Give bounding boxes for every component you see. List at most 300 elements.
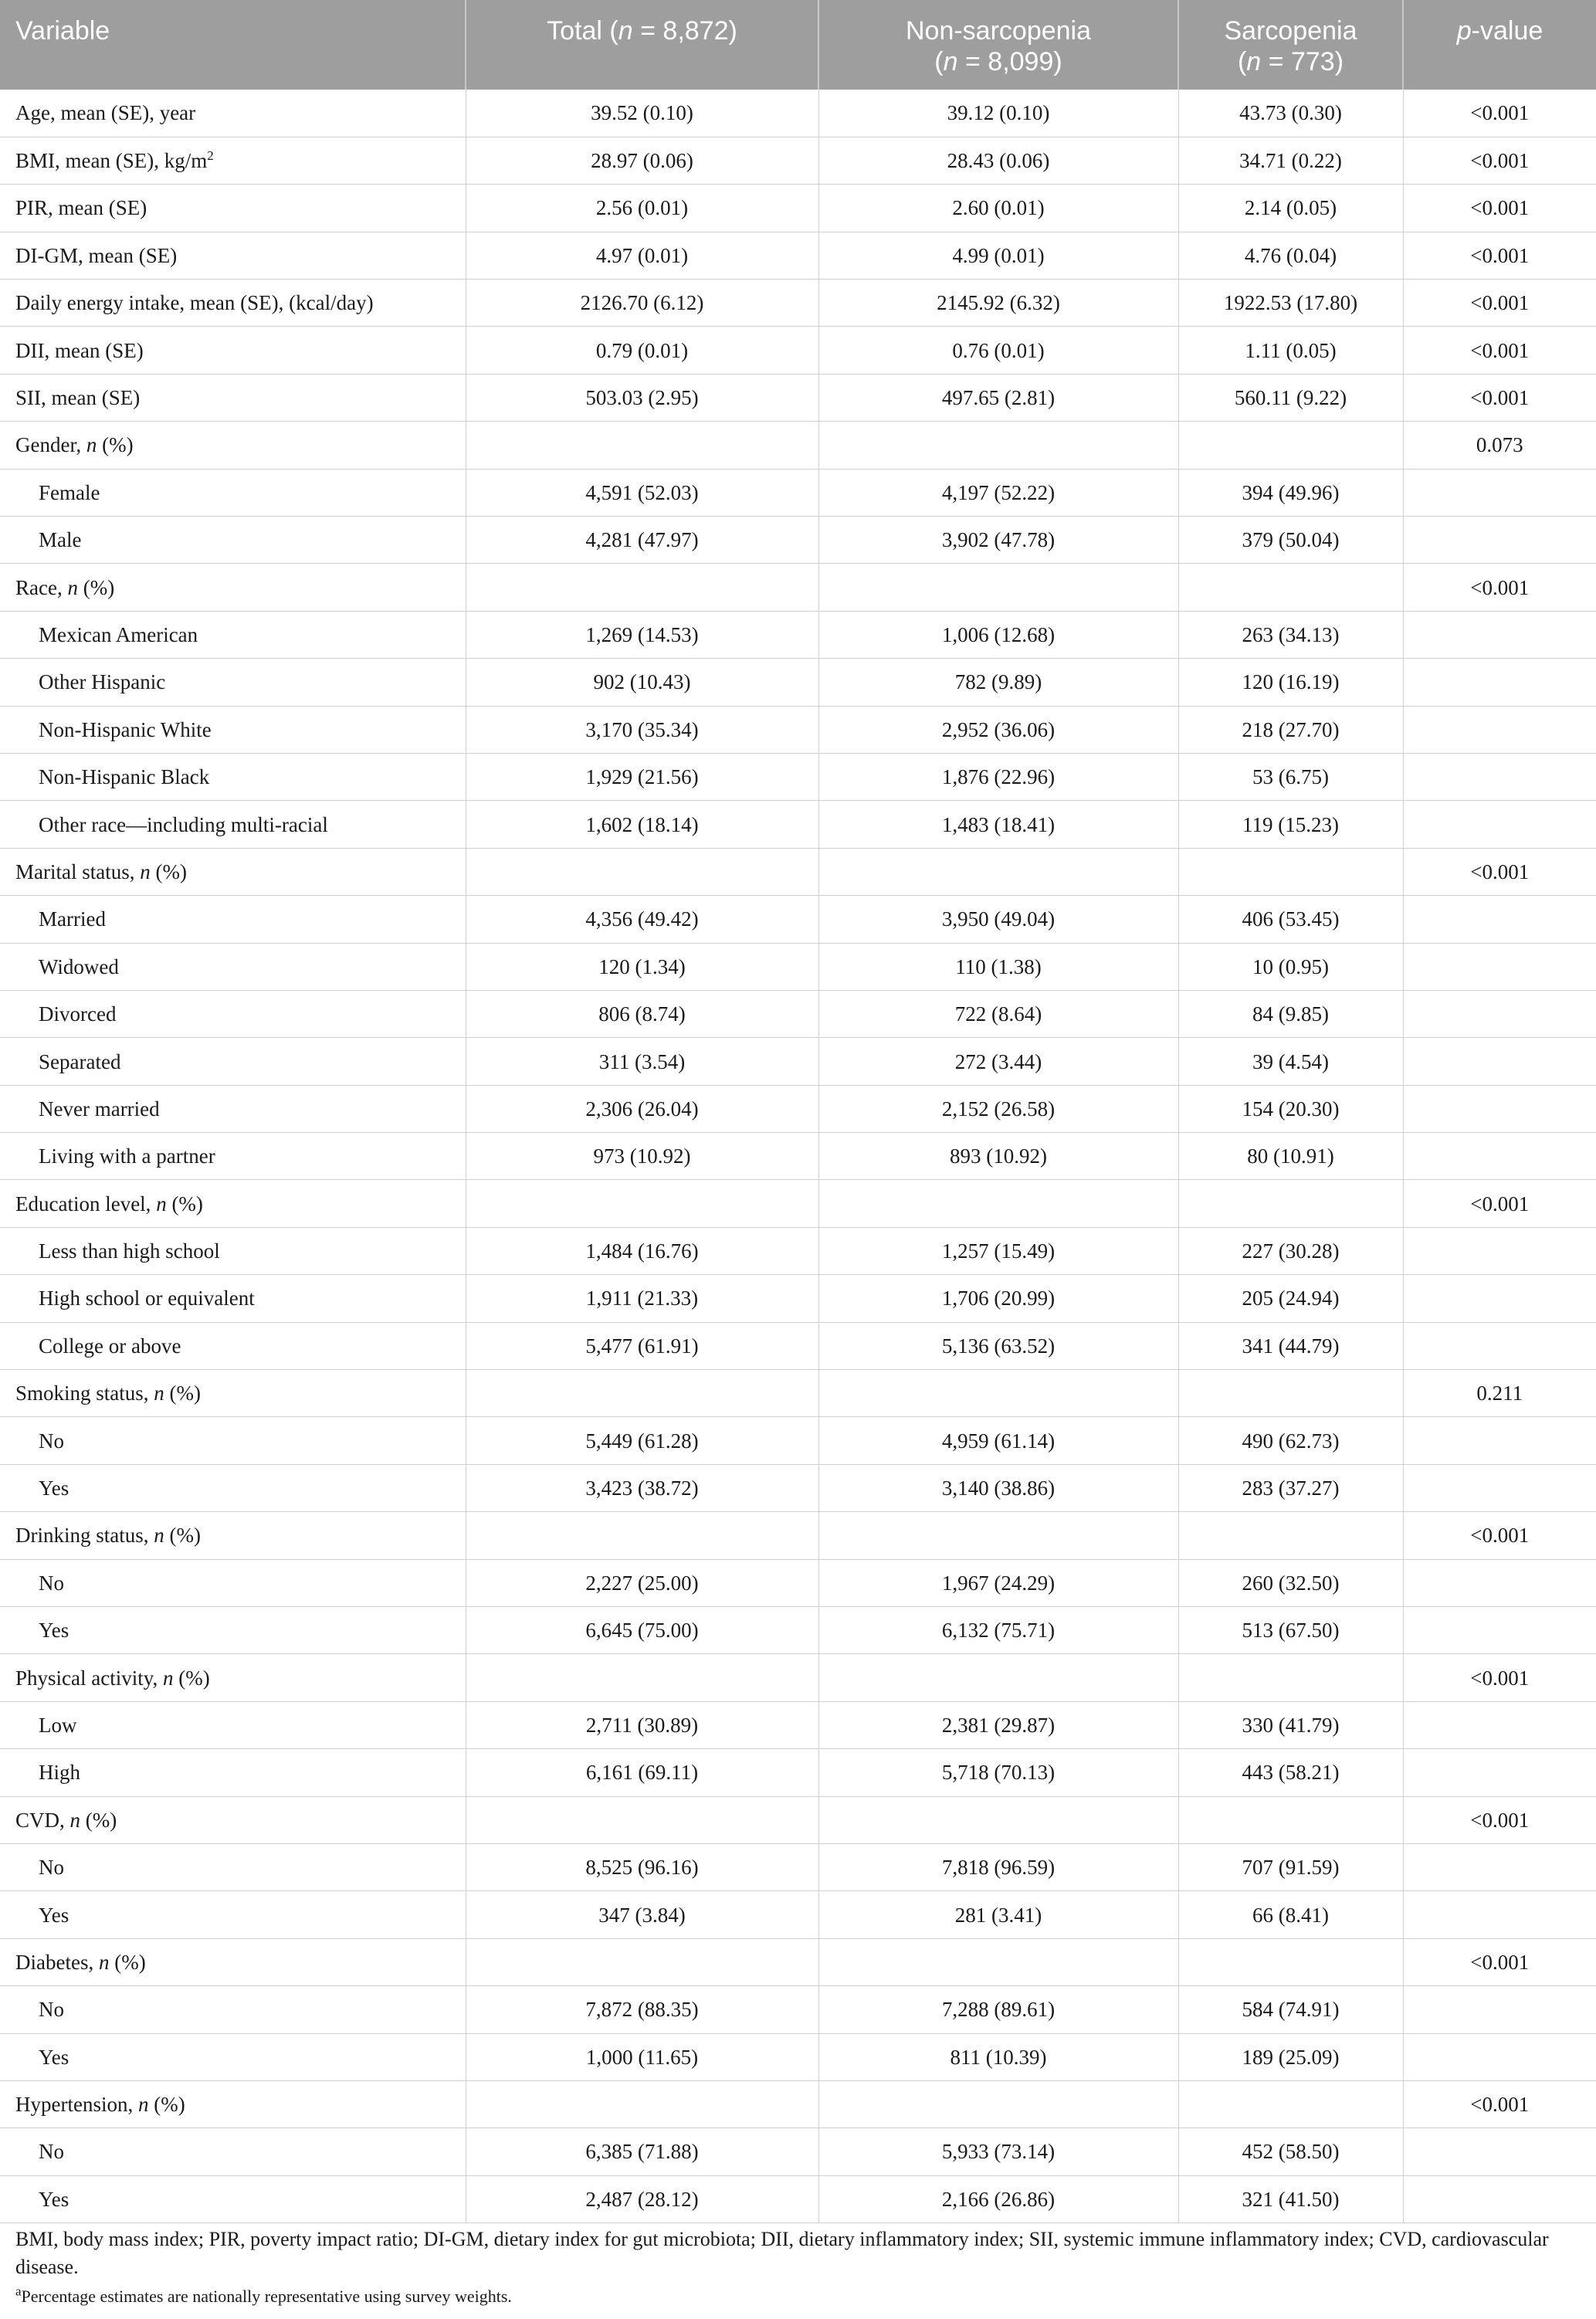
cell-sarcopenia-value: 560.11 (9.22): [1234, 386, 1347, 410]
cell-non-sarcopenia: [818, 753, 1178, 800]
cell-sarcopenia: [1178, 1227, 1403, 1274]
cell-non-sarcopenia-value: 2145.92 (6.32): [937, 291, 1060, 315]
cell-sarcopenia-value: 263 (34.13): [1242, 622, 1340, 646]
cell-sarcopenia: [1178, 2080, 1403, 2127]
cell-sarcopenia: [1178, 185, 1403, 232]
cell-variable: [0, 2128, 466, 2175]
header-total-label: Total (: [547, 16, 618, 46]
cell-total-value: 2.56 (0.01): [595, 196, 689, 220]
cell-non-sarcopenia: [818, 185, 1178, 232]
cell-non-sarcopenia: [818, 1417, 1178, 1464]
cell-non-sarcopenia: [818, 1227, 1178, 1274]
cell-variable: [0, 753, 466, 800]
cell-total: [466, 848, 818, 895]
cell-non-sarcopenia: [818, 848, 1178, 895]
cell-variable: [0, 1038, 466, 1085]
cell-non-sarcopenia-value: 2,166 (26.86): [941, 2187, 1056, 2211]
table-row: [0, 611, 1596, 658]
header-nonsarc-label: Non-sarcopenia: [905, 16, 1092, 46]
cell-sarcopenia-value: 120 (16.19): [1242, 670, 1340, 694]
table-row: [0, 232, 1596, 279]
cell-p-value: [1403, 2128, 1596, 2175]
cell-total: [466, 1938, 818, 1985]
cell-total: [466, 2175, 818, 2222]
cell-p-value: [1403, 1227, 1596, 1274]
cell-total: [466, 1322, 818, 1369]
cell-p-value-value: <0.001: [1470, 196, 1530, 220]
variable-label: Less than high school: [39, 1239, 220, 1263]
variable-label: Divorced: [39, 1002, 117, 1026]
table-row: [0, 564, 1596, 611]
cell-sarcopenia: [1178, 611, 1403, 658]
cell-p-value: [1403, 1701, 1596, 1748]
header-nonsarc-value: = 8,099): [957, 47, 1062, 76]
cell-non-sarcopenia: [818, 469, 1178, 516]
cell-total-value: 120 (1.34): [598, 954, 686, 978]
table-row: [0, 1891, 1596, 1938]
cell-sarcopenia-value: 10 (0.95): [1252, 954, 1329, 978]
n-symbol: n: [98, 1950, 110, 1974]
percent-suffix: (%): [148, 2093, 185, 2117]
cell-sarcopenia: [1178, 1654, 1403, 1701]
cell-sarcopenia-value: 330 (41.79): [1242, 1713, 1340, 1737]
cell-p-value: [1403, 374, 1596, 421]
footnote-abbreviations: BMI, body mass index; PIR, poverty impact ratio; DI-GM, dietary index for gut microbiota; DII, dietary inflammatory index; SII, systemic immune inflammatory index; CVD, cardiovascular disease.: [15, 2228, 1549, 2278]
n-symbol: n: [67, 575, 78, 599]
cell-non-sarcopenia: [818, 2175, 1178, 2222]
cell-total-value: 806 (8.74): [598, 1002, 686, 1026]
cell-non-sarcopenia: [818, 1038, 1178, 1085]
cell-non-sarcopenia-value: 4,197 (52.22): [941, 480, 1056, 504]
cell-variable: [0, 1796, 466, 1843]
variable-label: Education level,: [15, 1192, 157, 1215]
table-row: [0, 2128, 1596, 2175]
variable-label: Diabetes,: [15, 1950, 99, 1974]
cell-non-sarcopenia-value: 3,950 (49.04): [941, 907, 1056, 931]
cell-total-value: 39.52 (0.10): [591, 101, 693, 125]
cell-total: [466, 90, 818, 137]
cell-p-value: [1403, 1986, 1596, 2033]
variable-label: Smoking status,: [15, 1382, 154, 1405]
cell-p-value: [1403, 137, 1596, 184]
cell-total: [466, 564, 818, 611]
cell-sarcopenia: [1178, 564, 1403, 611]
cell-sarcopenia: [1178, 1370, 1403, 1417]
cell-non-sarcopenia: [818, 1180, 1178, 1227]
cell-total: [466, 422, 818, 469]
cell-sarcopenia: [1178, 2128, 1403, 2175]
variable-label: Marital status,: [15, 859, 141, 883]
cell-p-value-value: <0.001: [1470, 2093, 1530, 2117]
cell-variable: [0, 280, 466, 327]
variable-label: No: [39, 1856, 64, 1880]
cell-total: [466, 1038, 818, 1085]
cell-non-sarcopenia: [818, 801, 1178, 848]
table-row: [0, 1370, 1596, 1417]
variable-label: No: [39, 2140, 64, 2164]
cell-sarcopenia-value: 260 (32.50): [1242, 1571, 1340, 1595]
cell-variable: [0, 185, 466, 232]
n-symbol: n: [140, 859, 151, 883]
cell-non-sarcopenia: [818, 1322, 1178, 1369]
cell-non-sarcopenia: [818, 422, 1178, 469]
variable-label: Male: [39, 528, 82, 552]
cell-sarcopenia: [1178, 1512, 1403, 1559]
cell-non-sarcopenia: [818, 232, 1178, 279]
percent-suffix: (%): [80, 1808, 117, 1832]
cell-non-sarcopenia: [818, 1701, 1178, 1748]
cell-sarcopenia: [1178, 327, 1403, 374]
cell-p-value: [1403, 1464, 1596, 1511]
cell-sarcopenia: [1178, 137, 1403, 184]
cell-total: [466, 943, 818, 990]
cell-sarcopenia: [1178, 1180, 1403, 1227]
table-row: [0, 1322, 1596, 1369]
table-row: [0, 706, 1596, 753]
cell-p-value: [1403, 943, 1596, 990]
cell-non-sarcopenia-value: 7,818 (96.59): [941, 1856, 1056, 1880]
cell-sarcopenia: [1178, 848, 1403, 895]
cell-total-value: 2126.70 (6.12): [580, 291, 704, 315]
cell-p-value: [1403, 896, 1596, 943]
cell-sarcopenia-value: 584 (74.91): [1242, 1998, 1340, 2022]
table-row: [0, 990, 1596, 1037]
header-p-value: [1403, 0, 1596, 90]
cell-variable: [0, 706, 466, 753]
cell-p-value: [1403, 517, 1596, 564]
cell-total: [466, 1417, 818, 1464]
cell-sarcopenia: [1178, 706, 1403, 753]
cell-p-value: [1403, 1275, 1596, 1322]
cell-sarcopenia-value: 119 (15.23): [1242, 812, 1339, 836]
cell-total: [466, 659, 818, 706]
cell-non-sarcopenia-value: 110 (1.38): [955, 954, 1042, 978]
cell-total-value: 0.79 (0.01): [595, 338, 689, 362]
cell-total-value: 2,306 (26.04): [585, 1097, 699, 1121]
cell-variable: [0, 2080, 466, 2127]
cell-p-value: [1403, 990, 1596, 1037]
header-total-value: = 8,872): [632, 16, 737, 46]
cell-sarcopenia: [1178, 1796, 1403, 1843]
cell-sarcopenia: [1178, 1843, 1403, 1890]
cell-total-value: 2,227 (25.00): [585, 1571, 699, 1595]
cell-non-sarcopenia-value: 5,136 (63.52): [941, 1334, 1056, 1358]
cell-non-sarcopenia-value: 39.12 (0.10): [947, 101, 1050, 125]
cell-sarcopenia-value: 341 (44.79): [1242, 1334, 1340, 1358]
cell-sarcopenia: [1178, 659, 1403, 706]
cell-total: [466, 374, 818, 421]
cell-variable: [0, 517, 466, 564]
variable-label: Widowed: [39, 954, 119, 978]
cell-total: [466, 611, 818, 658]
cell-p-value: [1403, 280, 1596, 327]
cell-non-sarcopenia-value: 811 (10.39): [950, 2045, 1047, 2069]
cell-variable: [0, 848, 466, 895]
variable-label: Non-Hispanic Black: [39, 765, 210, 789]
percent-suffix: (%): [173, 1666, 210, 1690]
cell-non-sarcopenia: [818, 2080, 1178, 2127]
cell-p-value-value: 0.211: [1476, 1382, 1523, 1405]
cell-p-value-value: <0.001: [1470, 149, 1530, 173]
table-row: [0, 1843, 1596, 1890]
table-row: [0, 280, 1596, 327]
cell-p-value: [1403, 90, 1596, 137]
cell-sarcopenia: [1178, 2175, 1403, 2222]
cell-variable: [0, 1464, 466, 1511]
table-row: [0, 2080, 1596, 2127]
cell-sarcopenia-value: 84 (9.85): [1252, 1002, 1329, 1026]
cell-non-sarcopenia: [818, 1512, 1178, 1559]
cell-total: [466, 1654, 818, 1701]
cell-total-value: 5,449 (61.28): [585, 1429, 699, 1453]
n-symbol: n: [162, 1666, 174, 1690]
cell-sarcopenia: [1178, 280, 1403, 327]
cell-sarcopenia: [1178, 1322, 1403, 1369]
cell-total: [466, 1464, 818, 1511]
cell-sarcopenia: [1178, 1038, 1403, 1085]
cell-p-value-value: <0.001: [1470, 291, 1530, 315]
cell-variable: [0, 943, 466, 990]
cell-sarcopenia-value: 4.76 (0.04): [1244, 243, 1337, 267]
cell-total: [466, 2128, 818, 2175]
cell-variable: [0, 1749, 466, 1796]
cell-total-value: 5,477 (61.91): [585, 1334, 699, 1358]
cell-variable: [0, 1607, 466, 1654]
cell-p-value-value: <0.001: [1470, 1192, 1530, 1215]
cell-total: [466, 1796, 818, 1843]
cell-total: [466, 2080, 818, 2127]
cell-non-sarcopenia-value: 2,381 (29.87): [941, 1713, 1056, 1737]
cell-total: [466, 1085, 818, 1132]
cell-sarcopenia: [1178, 422, 1403, 469]
cell-sarcopenia-value: 394 (49.96): [1242, 480, 1340, 504]
variable-label: Yes: [39, 2187, 69, 2211]
cell-total: [466, 280, 818, 327]
cell-non-sarcopenia-value: 5,718 (70.13): [941, 1761, 1056, 1785]
cell-non-sarcopenia-value: 1,706 (20.99): [941, 1287, 1056, 1310]
cell-p-value: [1403, 1038, 1596, 1085]
cell-variable: [0, 801, 466, 848]
cell-variable: [0, 1891, 466, 1938]
cell-sarcopenia-value: 321 (41.50): [1242, 2187, 1340, 2211]
table-row: [0, 1796, 1596, 1843]
variable-label: Yes: [39, 1903, 69, 1927]
cell-sarcopenia: [1178, 1749, 1403, 1796]
table-row: [0, 801, 1596, 848]
cell-p-value-value: 0.073: [1476, 433, 1523, 457]
table-row: [0, 896, 1596, 943]
cell-p-value: [1403, 327, 1596, 374]
cell-non-sarcopenia: [818, 1464, 1178, 1511]
table-header: [0, 0, 1596, 90]
table-row: [0, 185, 1596, 232]
variable-label: SII, mean (SE): [15, 386, 141, 410]
variable-label: Gender,: [15, 433, 86, 457]
cell-sarcopenia: [1178, 469, 1403, 516]
cell-non-sarcopenia-value: 722 (8.64): [954, 1002, 1042, 1026]
header-nonsarc-n: n: [943, 47, 958, 76]
table-row: [0, 1986, 1596, 2033]
variable-label: Other race—including multi-racial: [39, 812, 328, 836]
table-row: [0, 2033, 1596, 2080]
table-row: [0, 1180, 1596, 1227]
cell-sarcopenia-value: 443 (58.21): [1242, 1761, 1340, 1785]
variable-label: Other Hispanic: [39, 670, 166, 694]
table-row: [0, 1749, 1596, 1796]
cell-sarcopenia-value: 34.71 (0.22): [1239, 149, 1342, 173]
cell-p-value: [1403, 1133, 1596, 1180]
cell-variable: [0, 611, 466, 658]
table-row: [0, 1654, 1596, 1701]
cell-variable: [0, 896, 466, 943]
cell-sarcopenia-value: 379 (50.04): [1242, 528, 1340, 552]
cell-variable: [0, 1417, 466, 1464]
cell-total: [466, 1133, 818, 1180]
cell-sarcopenia-value: 80 (10.91): [1247, 1144, 1334, 1168]
header-sarc-open: (: [1237, 47, 1247, 76]
header-nonsarc-open: (: [934, 47, 944, 76]
cell-non-sarcopenia-value: 2.60 (0.01): [952, 196, 1045, 220]
cell-non-sarcopenia: [818, 896, 1178, 943]
cell-sarcopenia: [1178, 1607, 1403, 1654]
cell-sarcopenia-value: 1922.53 (17.80): [1223, 291, 1358, 315]
table-row: [0, 1133, 1596, 1180]
cell-p-value: [1403, 801, 1596, 848]
cell-p-value: [1403, 1417, 1596, 1464]
variable-label: No: [39, 1429, 64, 1453]
cell-p-value: [1403, 706, 1596, 753]
cell-non-sarcopenia: [818, 280, 1178, 327]
n-symbol: n: [154, 1524, 164, 1548]
cell-total-value: 3,423 (38.72): [585, 1476, 699, 1500]
cell-sarcopenia: [1178, 374, 1403, 421]
variable-label: College or above: [39, 1334, 181, 1358]
n-symbol: n: [69, 1808, 81, 1832]
table-row: [0, 848, 1596, 895]
variable-label: Female: [39, 480, 100, 504]
cell-total-value: 973 (10.92): [593, 1144, 691, 1168]
cell-non-sarcopenia: [818, 1275, 1178, 1322]
cell-variable: [0, 1227, 466, 1274]
cell-total: [466, 2033, 818, 2080]
cell-total: [466, 896, 818, 943]
cell-non-sarcopenia: [818, 1607, 1178, 1654]
cell-non-sarcopenia: [818, 564, 1178, 611]
cell-non-sarcopenia-value: 5,933 (73.14): [941, 2140, 1056, 2164]
cell-non-sarcopenia-value: 2,152 (26.58): [941, 1097, 1056, 1121]
table-row: [0, 1085, 1596, 1132]
table-row: [0, 469, 1596, 516]
cell-p-value: [1403, 564, 1596, 611]
header-variable: [0, 0, 466, 90]
cell-total-value: 1,484 (16.76): [585, 1239, 699, 1263]
cell-sarcopenia-value: 513 (67.50): [1242, 1619, 1340, 1643]
cell-total-value: 1,000 (11.65): [585, 2045, 699, 2069]
table-row: [0, 1512, 1596, 1559]
header-sarc-value: = 773): [1261, 47, 1344, 76]
cell-non-sarcopenia: [818, 990, 1178, 1037]
variable-label: BMI, mean (SE), kg/m: [15, 149, 208, 173]
cell-sarcopenia: [1178, 1701, 1403, 1748]
cell-total-value: 347 (3.84): [598, 1903, 686, 1927]
cell-sarcopenia-value: 205 (24.94): [1242, 1287, 1340, 1310]
variable-label: Low: [39, 1713, 77, 1737]
n-symbol: n: [156, 1192, 167, 1215]
cell-non-sarcopenia: [818, 706, 1178, 753]
table-row: [0, 943, 1596, 990]
cell-sarcopenia: [1178, 801, 1403, 848]
table-row: [0, 1227, 1596, 1274]
variable-label: Daily energy intake, mean (SE), (kcal/day): [15, 291, 374, 315]
percent-suffix: (%): [164, 1524, 201, 1548]
cell-sarcopenia: [1178, 2033, 1403, 2080]
cell-total-value: 28.97 (0.06): [591, 149, 693, 173]
cell-non-sarcopenia-value: 893 (10.92): [950, 1144, 1047, 1168]
cell-total-value: 4,356 (49.42): [585, 907, 699, 931]
variable-label: Mexican American: [39, 622, 198, 646]
cell-sarcopenia: [1178, 1938, 1403, 1985]
cell-sarcopenia-value: 218 (27.70): [1242, 717, 1340, 741]
cell-total: [466, 1180, 818, 1227]
cell-non-sarcopenia-value: 272 (3.44): [954, 1049, 1042, 1073]
table-row: [0, 1607, 1596, 1654]
cell-variable: [0, 1085, 466, 1132]
cell-variable: [0, 1512, 466, 1559]
cell-non-sarcopenia: [818, 1133, 1178, 1180]
cell-non-sarcopenia-value: 1,257 (15.49): [941, 1239, 1056, 1263]
cell-variable: [0, 564, 466, 611]
cell-total: [466, 1559, 818, 1606]
cell-sarcopenia: [1178, 1133, 1403, 1180]
cell-non-sarcopenia: [818, 1986, 1178, 2033]
table-footnotes: [15, 2226, 1583, 2311]
table-row: [0, 2175, 1596, 2222]
cell-non-sarcopenia-value: 3,140 (38.86): [941, 1476, 1056, 1500]
cell-variable: [0, 2033, 466, 2080]
cell-total: [466, 185, 818, 232]
cell-total: [466, 1370, 818, 1417]
percent-suffix: (%): [97, 433, 134, 457]
cell-non-sarcopenia: [818, 137, 1178, 184]
cell-p-value-value: <0.001: [1470, 101, 1530, 125]
cell-total-value: 4.97 (0.01): [595, 243, 689, 267]
cell-non-sarcopenia: [818, 659, 1178, 706]
cell-p-value-value: <0.001: [1470, 1524, 1530, 1548]
cell-non-sarcopenia-value: 0.76 (0.01): [952, 338, 1045, 362]
cell-sarcopenia: [1178, 1085, 1403, 1132]
cell-total: [466, 327, 818, 374]
cell-p-value: [1403, 232, 1596, 279]
table-row: [0, 753, 1596, 800]
variable-label: No: [39, 1998, 64, 2022]
percent-suffix: (%): [109, 1950, 146, 1974]
cell-sarcopenia: [1178, 1464, 1403, 1511]
variable-label: High school or equivalent: [39, 1287, 255, 1310]
table-row: [0, 1464, 1596, 1511]
cell-p-value: [1403, 2175, 1596, 2222]
percent-suffix: (%): [77, 575, 115, 599]
cell-non-sarcopenia: [818, 1654, 1178, 1701]
cell-non-sarcopenia-value: 497.65 (2.81): [941, 386, 1056, 410]
header-total-n: n: [618, 16, 633, 46]
cell-variable: [0, 1938, 466, 1985]
cell-p-value: [1403, 1512, 1596, 1559]
header-non-sarcopenia: [818, 0, 1178, 90]
cell-total-value: 1,929 (21.56): [585, 765, 699, 789]
variable-label: Yes: [39, 1619, 69, 1643]
footnote-weights-text: Percentage estimates are nationally representative using survey weights.: [21, 2287, 512, 2306]
cell-p-value-value: <0.001: [1470, 338, 1530, 362]
